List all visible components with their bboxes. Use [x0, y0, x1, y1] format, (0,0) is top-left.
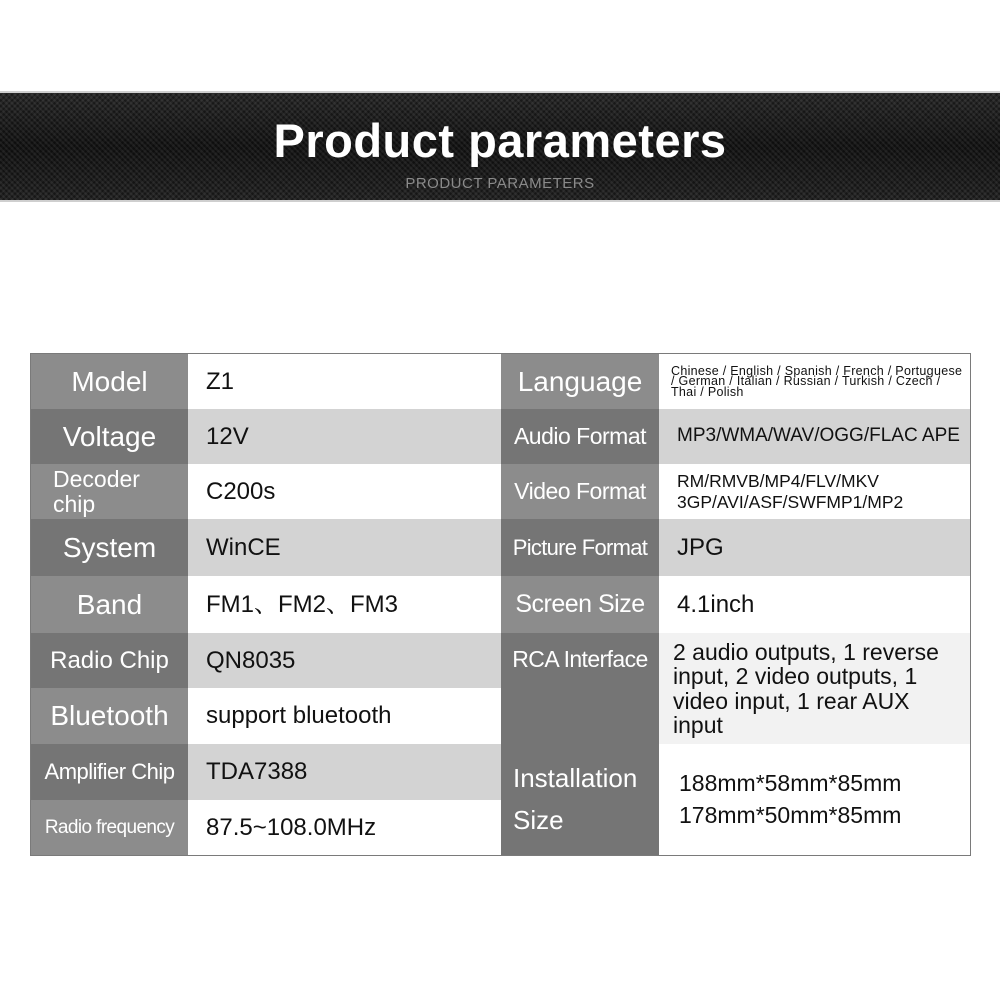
spec-value-radio-frequency: 87.5~108.0MHz — [188, 800, 501, 855]
spec-value-bluetooth: support bluetooth — [188, 688, 501, 744]
spec-label-amplifier-chip: Amplifier Chip — [31, 744, 188, 800]
spec-value-picture-format: JPG — [659, 519, 970, 576]
spec-label-decoder-chip: Decoder chip — [31, 464, 188, 519]
spec-value-installation-size: 188mm*58mm*85mm 178mm*50mm*85mm — [659, 744, 970, 855]
spec-label-language: Language — [501, 354, 659, 409]
spec-value-rca-interface: 2 audio outputs, 1 reverse input, 2 video outputs, 1 video input, 1 rear AUX input — [659, 633, 970, 744]
spec-value-amplifier-chip: TDA7388 — [188, 744, 501, 800]
spec-label-video-format: Video Format — [501, 464, 659, 519]
spec-label-voltage: Voltage — [31, 409, 188, 464]
spec-label-installation-size: Installation Size — [501, 744, 659, 855]
spec-value-video-format: RM/RMVB/MP4/FLV/MKV 3GP/AVI/ASF/SWFMP1/MP2 — [659, 464, 970, 519]
header-banner — [0, 91, 1000, 202]
spec-label-band: Band — [31, 576, 188, 633]
spec-value-voltage: 12V — [188, 409, 501, 464]
spec-value-system: WinCE — [188, 519, 501, 576]
spec-value-model: Z1 — [188, 354, 501, 409]
spec-label-picture-format: Picture Format — [501, 519, 659, 576]
spec-label-system: System — [31, 519, 188, 576]
spec-label-bluetooth: Bluetooth — [31, 688, 188, 744]
spec-label-rca-interface: RCA Interface — [501, 633, 659, 744]
spec-table — [30, 353, 971, 856]
spec-value-audio-format: MP3/WMA/WAV/OGG/FLAC APE — [659, 409, 970, 464]
spec-label-screen-size: Screen Size — [501, 576, 659, 633]
page-subtitle: PRODUCT PARAMETERS — [405, 175, 595, 192]
spec-value-band: FM1、FM2、FM3 — [188, 576, 501, 633]
spec-label-radio-frequency: Radio frequency — [31, 800, 188, 855]
spec-value-screen-size: 4.1inch — [659, 576, 970, 633]
spec-value-decoder-chip: C200s — [188, 464, 501, 519]
page-title: Product parameters — [273, 114, 727, 167]
spec-label-audio-format: Audio Format — [501, 409, 659, 464]
spec-label-radio-chip: Radio Chip — [31, 633, 188, 688]
spec-value-language: Chinese / English / Spanish / French / Portuguese / German / Italian / Russian / Turkish / Czech / Thai / Polish — [659, 354, 970, 409]
spec-label-model: Model — [31, 354, 188, 409]
spec-value-radio-chip: QN8035 — [188, 633, 501, 688]
